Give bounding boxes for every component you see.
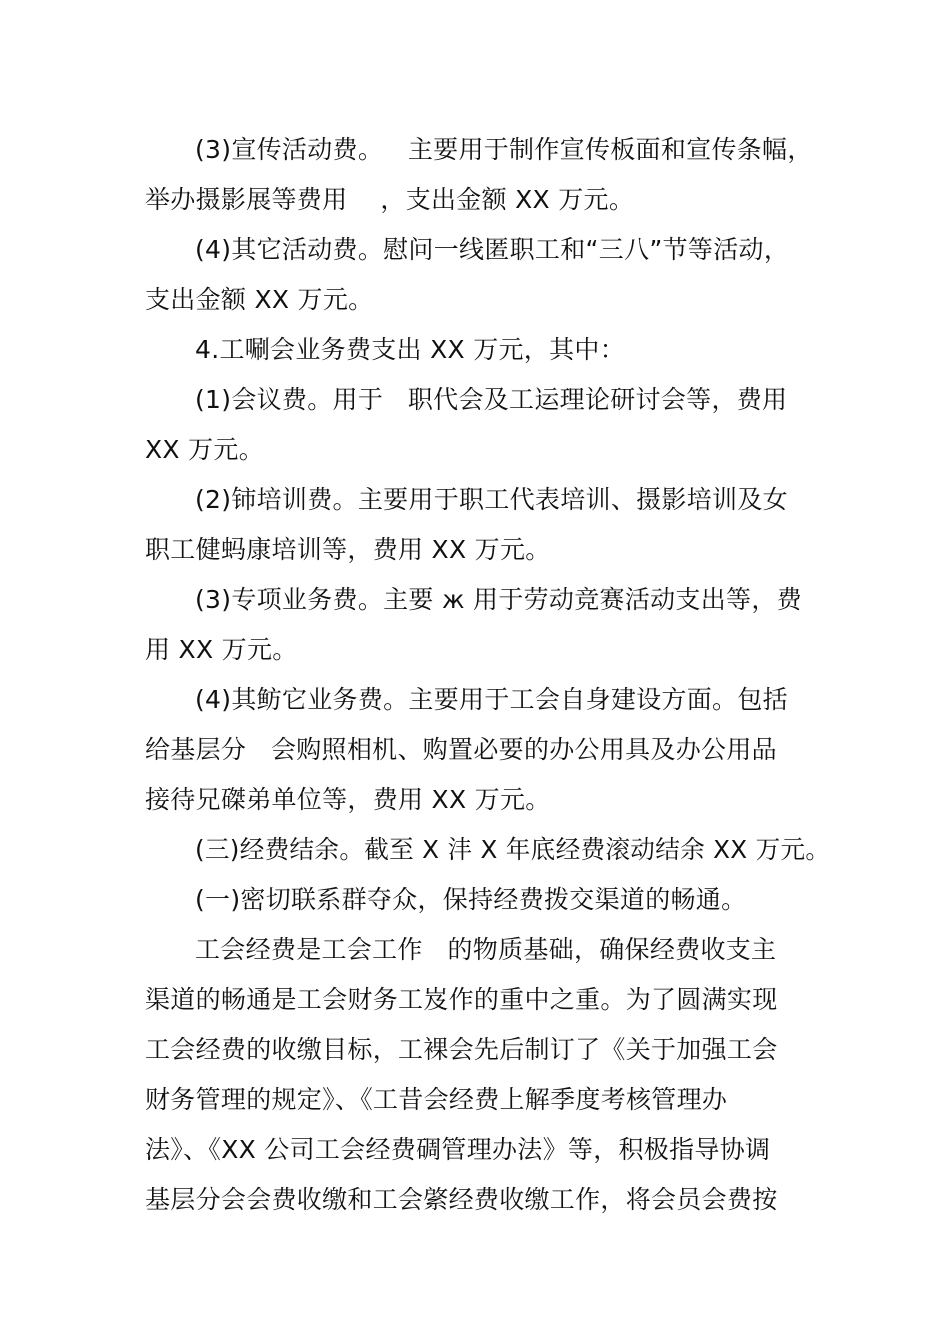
paragraph-line: 财务管理的规定》、《工昔会经费上解季度考核管理办 xyxy=(145,1085,728,1114)
paragraph-line: 工会经费是工会工作 的物质基础，确保经费收支主 xyxy=(195,935,777,964)
paragraph-line: XX 万元。 xyxy=(145,435,264,464)
paragraph-line: (一)密切联系群夺众，保持经费拨交渠道的畅通。 xyxy=(195,885,747,914)
paragraph-line: (2)铈培训费。主要用于职工代表培训、摄影培训及女 xyxy=(195,485,788,514)
paragraph-line: 职工健蚂康培训等，费用 XX 万元。 xyxy=(145,535,551,564)
paragraph-line: 工会经费的收缴目标，工裸会先后制订了《关于加强工会 xyxy=(145,1035,778,1064)
paragraph-line: 举办摄影展等费用 ，支出金额 XX 万元。 xyxy=(145,185,635,214)
paragraph-line: 给基层分 会购照相机、购置必要的办公用具及办公用品 xyxy=(145,735,777,764)
paragraph-line: (4)其鲂它业务费。主要用于工会自身建设方面。包括 xyxy=(195,685,788,714)
paragraph-line: (3)宣传活动费。 主要用于制作宣传板面和宣传条幅， xyxy=(195,135,813,164)
paragraph-line: (3)专项业务费。主要 ж 用于劳动竞赛活动支出等，费 xyxy=(195,585,802,614)
paragraph-line: 渠道的畅通是工会财务工岌作的重中之重。为了圆满实现 xyxy=(145,985,778,1014)
paragraph-line: 法》、《XX 公司工会经费碉管理办法》等，积极指导协调 xyxy=(145,1135,771,1164)
paragraph-line: 用 XX 万元。 xyxy=(145,635,298,664)
paragraph-line: (三)经费结余。截至 X 沣 X 年底经费滚动结余 XX 万元。 xyxy=(195,835,831,864)
paragraph-line: (1)会议费。用于 职代会及工运理论研讨会等，费用 xyxy=(195,385,788,414)
paragraph-line: (4)其它活动费。慰问一线匿职工和“三八”节等活动， xyxy=(195,235,790,264)
paragraph-line: 接待兄磔弟单位等，费用 XX 万元。 xyxy=(145,785,551,814)
paragraph-line: 4.工唰会业务费支出 XX 万元，其中： xyxy=(195,335,626,364)
paragraph-line: 基层分会会费收缴和工会綮经费收缴工作，将会员会费按 xyxy=(145,1185,778,1214)
paragraph-line: 支出金额 XX 万元。 xyxy=(145,285,374,314)
